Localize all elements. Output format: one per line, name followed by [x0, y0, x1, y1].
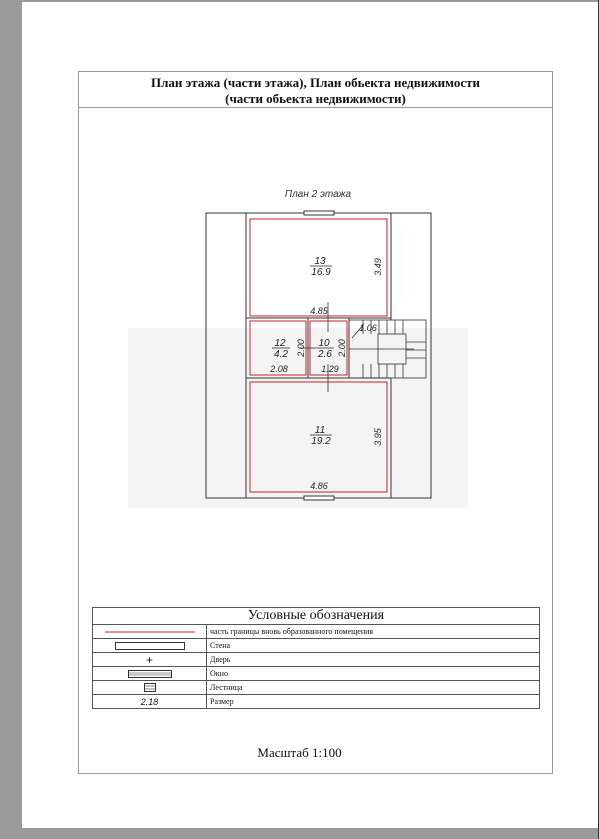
legend-header: Условные обозначения — [93, 608, 539, 625]
room-12-area: 4.2 — [274, 349, 288, 360]
legend-text: Окно — [210, 669, 228, 678]
title-line-2: (части обьекта недвижимости) — [225, 91, 406, 106]
dim-mid-center-width: 1.29 — [321, 364, 339, 374]
red-line-icon — [105, 630, 195, 634]
dim-mid-left-v: 2.00 — [296, 339, 306, 357]
legend-text: часть границы вновь образованного помещения — [210, 627, 374, 636]
room-13-area: 16.9 — [311, 267, 331, 278]
window-icon — [128, 670, 172, 678]
room-11-number: 11 — [314, 425, 326, 436]
stairs-icon — [144, 683, 156, 692]
legend-row — [93, 653, 539, 667]
legend-text: Лестница — [210, 683, 243, 692]
legend-row — [93, 681, 539, 695]
plan-label: План 2 этажа — [284, 189, 352, 200]
legend-row — [93, 625, 539, 639]
room-10-area: 2.6 — [318, 349, 332, 360]
size-label: 2.18 — [140, 696, 159, 707]
dim-mid-left-width: 2.08 — [270, 364, 288, 374]
legend-row — [93, 695, 539, 708]
room-10-number: 10 — [318, 338, 330, 349]
dim-mid-right-v: 2.00 — [337, 339, 347, 357]
legend-text: Стена — [210, 641, 231, 650]
dim-bottom-width: 4.86 — [310, 481, 328, 491]
room-11-area: 19.2 — [311, 436, 331, 447]
legend-row — [93, 639, 539, 653]
room-12-number: 12 — [274, 338, 286, 349]
dim-top-right: 3.49 — [373, 258, 383, 276]
scale-label: Масштаб 1:100 — [257, 745, 342, 760]
dim-top-width: 4.85 — [310, 306, 328, 316]
window-top — [304, 211, 334, 215]
window-bottom — [304, 496, 334, 500]
legend-table — [92, 607, 540, 709]
legend-text: Дверь — [210, 655, 231, 664]
room-13-number: 13 — [314, 256, 326, 267]
wall-icon — [115, 642, 185, 650]
dim-bottom-right: 3.95 — [373, 428, 383, 446]
legend-row — [93, 667, 539, 681]
door-plus-icon: + — [145, 652, 153, 667]
title-line-1: План этажа (части этажа), План обьекта недвижимости — [151, 75, 480, 90]
legend-text: Размер — [210, 697, 234, 706]
dim-stair: 1.06 — [359, 323, 377, 333]
